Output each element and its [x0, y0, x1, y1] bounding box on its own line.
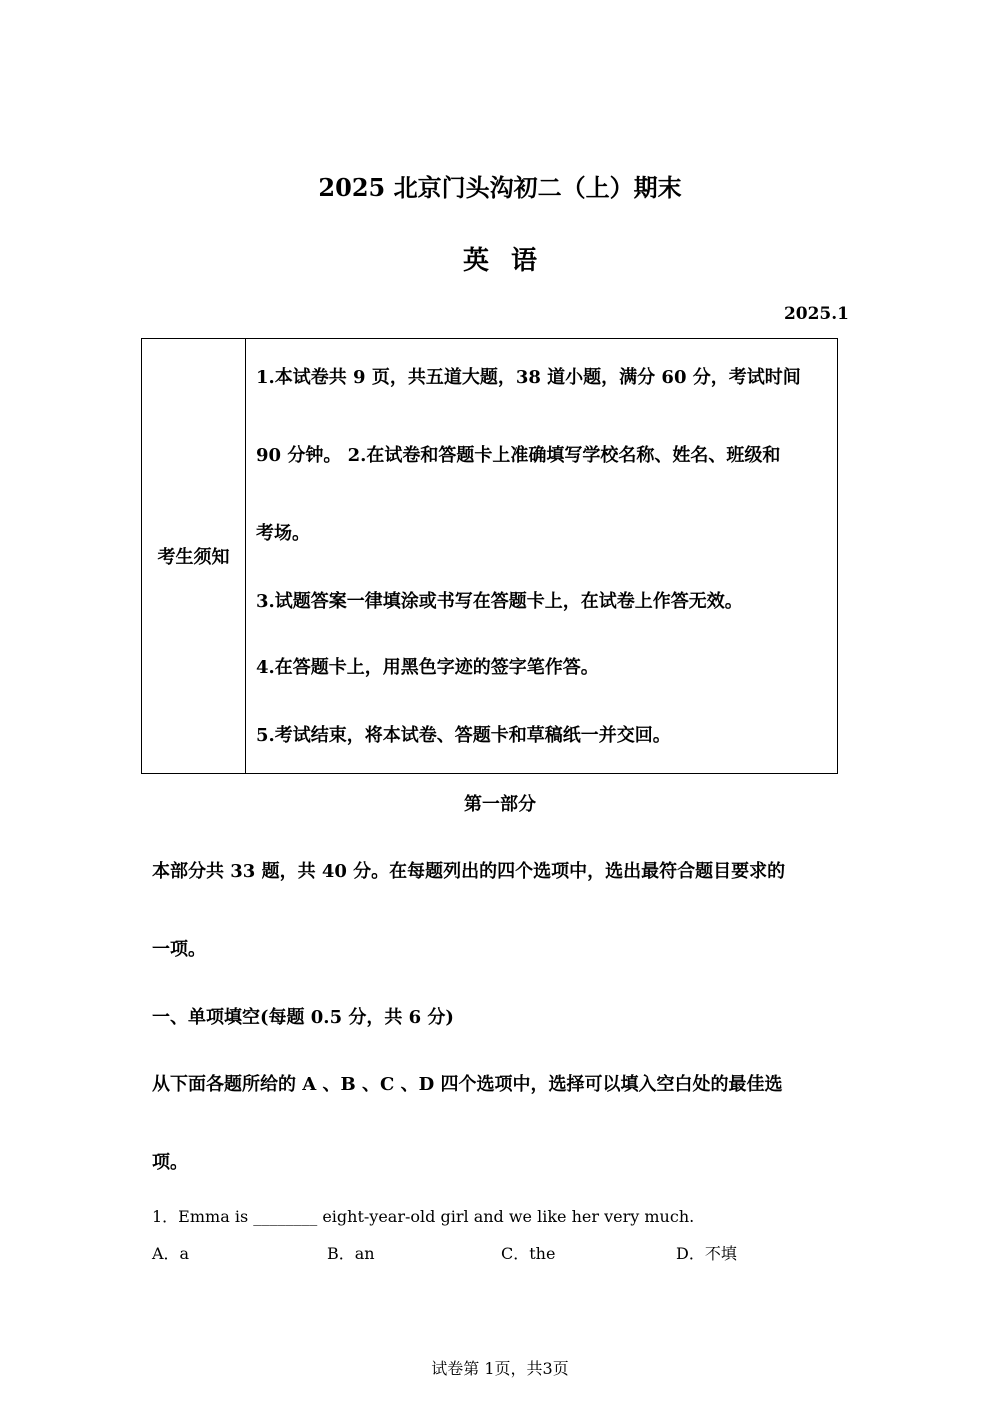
page-title: 2025 北京门头沟初二（上）期末: [318, 173, 682, 202]
notice-line-6: 5.考试结束，将本试卷、答题卡和草稿纸一并交回。: [256, 725, 671, 746]
instruction-line-1: 从下面各题所给的 A 、B 、C 、D 四个选项中，选择可以填入空白处的最佳选: [152, 1074, 783, 1095]
notice-body: [246, 339, 837, 773]
part-one-intro-line-1: 本部分共 33 题，共 40 分。在每题列出的四个选项中，选出最符合题目要求的: [152, 861, 786, 882]
subject-title: 英语: [462, 246, 559, 276]
question-1-option-d: D．不填: [676, 1244, 737, 1263]
notice-label: 考生须知: [142, 339, 246, 773]
part-one-intro-line-2: 一项。: [152, 939, 206, 960]
section-title: 一、单项填空(每题 0.5 分，共 6 分): [152, 1007, 454, 1028]
notice-line-5: 4.在答题卡上，用黑色字迹的签字笔作答。: [256, 657, 599, 678]
notice-line-4: 3.试题答案一律填涂或书写在答题卡上，在试卷上作答无效。: [256, 591, 743, 612]
page-footer: 试卷第 1页，共3页: [431, 1359, 569, 1378]
exam-date: 2025.1: [783, 304, 849, 324]
notice-table: [141, 338, 838, 774]
notice-line-3: 考场。: [256, 523, 310, 544]
notice-line-2: 90 分钟。 2.在试卷和答题卡上准确填写学校名称、姓名、班级和: [256, 445, 781, 466]
question-1-stem: 1．Emma is ________ eight-year-old girl and we like her very much.: [152, 1207, 695, 1226]
notice-line-1: 1.本试卷共 9 页，共五道大题，38 道小题，满分 60 分，考试时间: [256, 367, 801, 388]
instruction-line-2: 项。: [152, 1152, 188, 1173]
question-1-option-c: C．the: [501, 1244, 556, 1263]
question-1-option-a: A．a: [152, 1244, 190, 1263]
part-one-title: 第一部分: [464, 794, 536, 815]
question-1-option-b: B．an: [327, 1244, 375, 1263]
